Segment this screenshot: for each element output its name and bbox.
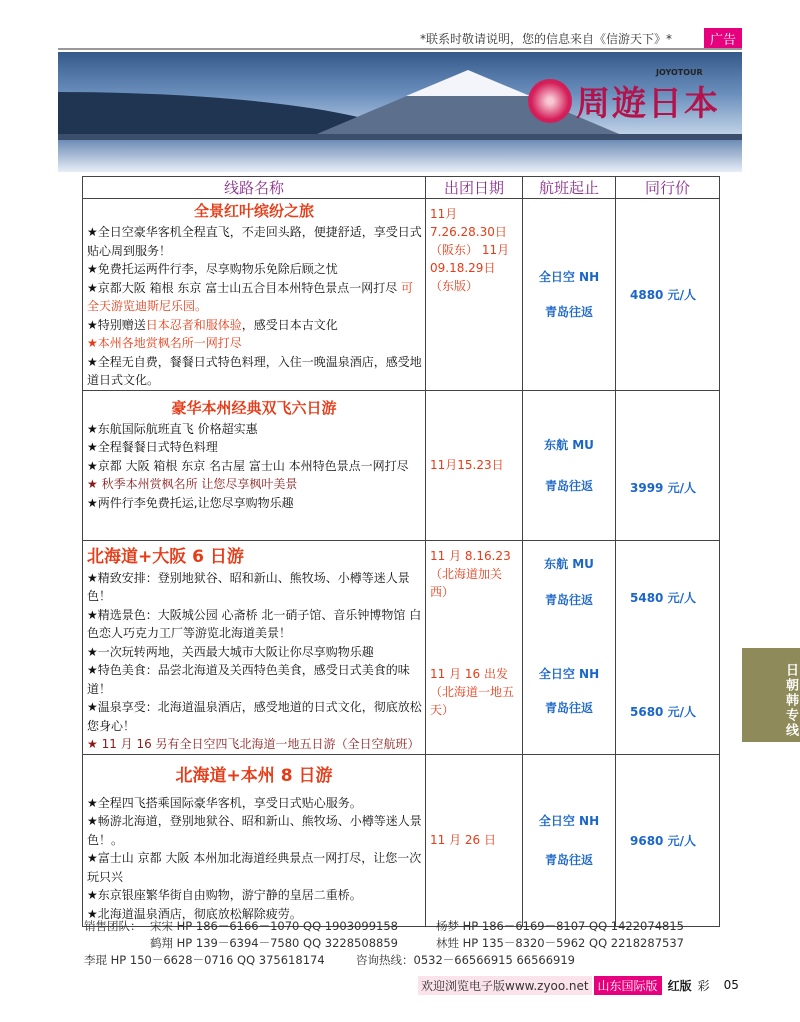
route-feature: ★温泉享受：北海道温泉酒店，感受地道的日式文化，彻底放松您身心！ bbox=[87, 700, 422, 733]
hotline: 咨询热线：0532－66566915 66566919 bbox=[356, 953, 575, 967]
col-date: 出团日期 bbox=[426, 177, 523, 199]
price: 4880 元/人 bbox=[630, 287, 696, 302]
route-feature: ★富士山 京都 大阪 本州加北海道经典景点一网打尽，让您一次玩只兴 bbox=[87, 851, 422, 884]
flight-cell bbox=[523, 754, 616, 926]
route-feature-highlight: 可全天游览迪斯尼乐园。 bbox=[87, 280, 414, 313]
route-feature: ★精致安排：登别地狱谷、昭和新山、熊牧场、小樽等迷人景色！ bbox=[87, 570, 410, 603]
source-note: *联系时敬请说明，您的信息来自《信游天下》* bbox=[420, 32, 673, 46]
table-row bbox=[83, 199, 720, 391]
departure-dates: 11月 7.26.28.30日 （阪东） 11月 09.18.29日 （东版） bbox=[430, 207, 510, 293]
route-cell bbox=[83, 754, 426, 926]
col-flight: 航班起止 bbox=[523, 177, 616, 199]
route-feature bbox=[83, 279, 425, 316]
table-row bbox=[83, 754, 720, 926]
route-title: 豪华本州经典双飞六日游 bbox=[171, 398, 337, 417]
price-cell bbox=[616, 754, 720, 926]
departure-dates: 11月15.23日 bbox=[430, 458, 504, 472]
col-price: 同行价 bbox=[616, 177, 720, 199]
route-feature: ★北海道温泉酒店，彻底放松解除疲劳。 bbox=[87, 906, 302, 921]
sales-label: 销售团队： bbox=[84, 919, 142, 933]
route-feature: ★京都 大阪 箱根 东京 名古屋 富士山 本州特色景点一网打尽 bbox=[87, 458, 409, 473]
price-cell bbox=[616, 540, 720, 754]
price: 9680 元/人 bbox=[630, 833, 696, 848]
date-cell bbox=[426, 754, 523, 926]
airline: 东航 MU bbox=[544, 438, 594, 452]
airline: 全日空 NH bbox=[538, 666, 600, 681]
sales-team bbox=[84, 918, 724, 969]
price: 5480 元/人 bbox=[630, 590, 696, 605]
route-feature: ★一次玩转两地，关西最大城市大阪让你尽享购物乐趣 bbox=[87, 644, 374, 659]
date-cell bbox=[426, 390, 523, 540]
footer-welcome: 欢迎浏览电子版www.zyoo.net bbox=[418, 976, 592, 995]
airline: 全日空 NH bbox=[538, 270, 600, 285]
route-return: 青岛往返 bbox=[544, 700, 593, 715]
route-feature: ★全日空豪华客机全程直飞，不走回头路，便捷舒适，享受日式贴心周到服务！ bbox=[87, 225, 422, 258]
tour-table bbox=[82, 176, 720, 927]
departure-dates: 11 月 16 出发 （北海道一地五天） bbox=[430, 666, 515, 717]
route-feature: ★ 11 月 16 另有全日空四飞北海道一地五日游（全日空航班） bbox=[87, 737, 420, 751]
table-row bbox=[83, 540, 720, 754]
route-title: 全景红叶缤纷之旅 bbox=[193, 202, 314, 220]
sales-contact: 鹤翔 HP 139－6394－7580 QQ 3228508859 bbox=[150, 936, 398, 950]
route-feature-highlight: 日本忍者和服体验 bbox=[145, 317, 242, 332]
route-return: 青岛往返 bbox=[544, 479, 593, 493]
route-return: 青岛往返 bbox=[544, 853, 593, 867]
price-cell bbox=[616, 199, 720, 391]
date-cell bbox=[426, 199, 523, 391]
sales-contact: 杨梦 HP 186－6169－8107 QQ 1422074815 bbox=[436, 919, 684, 933]
route-feature: ★全程四飞搭乘国际豪华客机，享受日式贴心服务。 bbox=[87, 795, 362, 810]
logo-english: JOYOTOUR bbox=[656, 68, 703, 77]
price: 3999 元/人 bbox=[630, 480, 696, 495]
banner-image bbox=[58, 52, 742, 172]
brand-logo bbox=[528, 76, 720, 125]
route-return: 青岛往返 bbox=[544, 305, 593, 320]
footer-color: 彩 bbox=[697, 978, 710, 993]
departure-dates: 11 月 8.16.23 （北海道加关西） bbox=[430, 548, 511, 599]
route-feature: ★全程餐餐日式特色料理 bbox=[87, 440, 218, 454]
route-cell bbox=[83, 540, 426, 754]
price-cell bbox=[616, 390, 720, 540]
flight-cell bbox=[523, 540, 616, 754]
footer-edition: 山东国际版 bbox=[594, 976, 662, 995]
route-feature: ★免费托运两件行李，尽享购物乐免除后顾之忧 bbox=[87, 262, 338, 276]
logo-text: 周遊日本 bbox=[576, 84, 720, 124]
ad-badge: 广告 bbox=[704, 28, 742, 49]
route-title: 北海道+大阪 6 日游 bbox=[87, 546, 244, 567]
route-cell bbox=[83, 390, 426, 540]
route-feature: ★全程无自费，餐餐日式特色料理，入住一晚温泉酒店，感受地道日式文化。 bbox=[87, 354, 422, 387]
sales-contact: 林甡 HP 135－8320－5962 QQ 2218287537 bbox=[436, 936, 684, 950]
col-route: 线路名称 bbox=[83, 177, 426, 199]
route-feature-text: ，感受日本古文化 bbox=[241, 317, 338, 332]
price: 5680 元/人 bbox=[630, 704, 696, 719]
route-feature: ★精选景色：大阪城公园 心斋桥 北一硝子馆、音乐钟博物馆 白色恋人巧克力工厂等游览北海道美景！ bbox=[87, 607, 422, 640]
snowcap-shape bbox=[406, 70, 530, 96]
sales-contact: 宋宋 HP 186－6166－1070 QQ 1903099158 bbox=[150, 919, 398, 933]
sakura-icon bbox=[528, 79, 572, 123]
flight-cell bbox=[523, 199, 616, 391]
section-side-tab: 日朝韩专线 bbox=[742, 648, 800, 742]
route-return: 青岛往返 bbox=[544, 592, 593, 607]
page-number: 05 bbox=[723, 978, 739, 992]
route-feature bbox=[83, 316, 425, 335]
header-divider bbox=[58, 48, 742, 50]
route-title: 北海道+本州 8 日游 bbox=[175, 765, 333, 786]
route-feature: ★东航国际航班直飞 价格超实惠 bbox=[87, 421, 258, 436]
route-feature: ★ 秋季本州赏枫名所 让您尽享枫叶美景 bbox=[87, 477, 298, 491]
airline: 东航 MU bbox=[544, 556, 594, 571]
route-cell bbox=[83, 199, 426, 391]
footer-red-edition: 红版 bbox=[667, 978, 692, 993]
table-row bbox=[83, 390, 720, 540]
route-feature: ★特色美食：品尝北海道及关西特色美食，感受日式美食的味道！ bbox=[87, 663, 410, 696]
route-feature-text: ★特别赠送 bbox=[87, 317, 146, 332]
route-feature-text: ★京都大阪 箱根 东京 富士山五合目本州特色景点一网打尽 bbox=[87, 280, 398, 295]
lake-shape bbox=[58, 140, 742, 172]
flight-cell bbox=[523, 390, 616, 540]
route-feature: ★本州各地赏枫名所一网打尽 bbox=[87, 336, 242, 350]
table-header bbox=[83, 177, 720, 199]
page-footer bbox=[418, 976, 739, 994]
date-cell bbox=[426, 540, 523, 754]
sales-contact: 李琨 HP 150－6628－0716 QQ 375618174 bbox=[84, 953, 325, 967]
route-feature: ★东京银座繁华街自由购物，游宁静的皇居二重桥。 bbox=[87, 888, 362, 902]
route-feature: ★畅游北海道，登别地狱谷、昭和新山、熊牧场、小樽等迷人景色！。 bbox=[87, 814, 422, 847]
airline: 全日空 NH bbox=[538, 814, 600, 828]
route-feature: ★两件行李免费托运,让您尽享购物乐趣 bbox=[87, 495, 294, 510]
departure-dates: 11 月 26 日 bbox=[430, 833, 496, 847]
